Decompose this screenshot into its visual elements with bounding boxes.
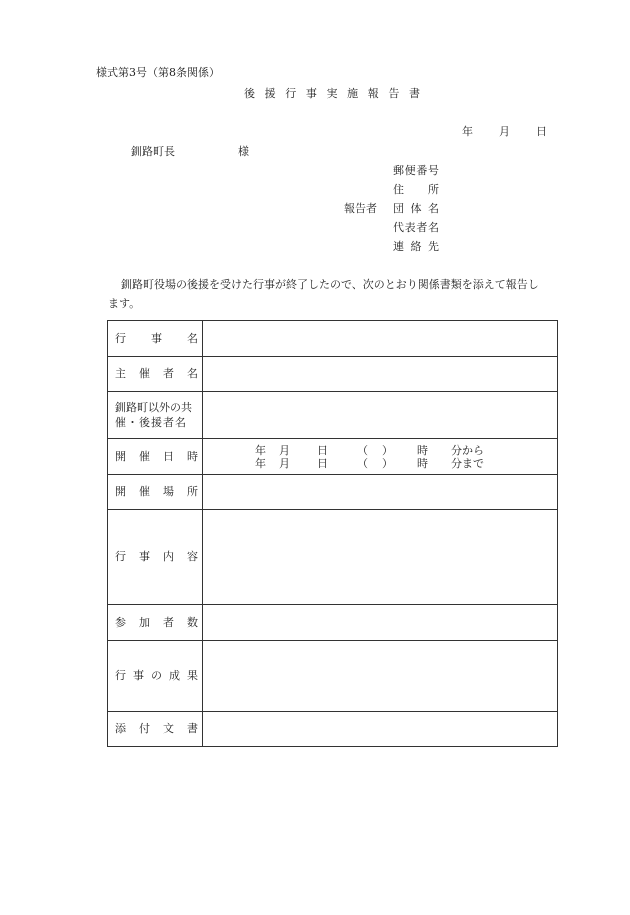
row-event-name bbox=[108, 321, 558, 357]
row-attachments bbox=[108, 712, 558, 747]
report-table bbox=[107, 320, 558, 747]
field-event-name[interactable] bbox=[203, 321, 558, 357]
label-attachments: 添 付 文 書 bbox=[108, 712, 203, 747]
row-event-content bbox=[108, 510, 558, 605]
label-cosponsors: 釧路町以外の共 催・後援者名 bbox=[108, 392, 203, 439]
form-number: 様式第3号（第8条関係） bbox=[96, 66, 220, 79]
datetime-start-line: 年 月 日 （） 時 分から bbox=[255, 443, 484, 457]
label-venue: 開 催 場 所 bbox=[108, 475, 203, 510]
addressee-name: 釧路町長 bbox=[131, 145, 175, 158]
field-organizer[interactable] bbox=[203, 357, 558, 392]
row-datetime bbox=[108, 439, 558, 475]
addressee-honorific: 様 bbox=[238, 145, 249, 158]
body-text-line1: 釧路町役場の後援を受けた行事が終了したので、次のとおり関係書類を添えて報告し bbox=[121, 278, 539, 291]
row-participants bbox=[108, 605, 558, 641]
document-title: 後 援 行 事 実 施 報 告 書 bbox=[244, 87, 420, 100]
label-event-content: 行 事 内 容 bbox=[108, 510, 203, 605]
body-text-line2: ます。 bbox=[108, 297, 141, 310]
field-venue[interactable] bbox=[203, 475, 558, 510]
label-event-name: 行 事 名 bbox=[108, 321, 203, 357]
date-year: 年 bbox=[462, 125, 473, 138]
reporter-field-address: 住 所 bbox=[393, 183, 439, 196]
reporter-field-postal: 郵 便 番 号 bbox=[393, 164, 439, 177]
reporter-field-contact: 連 絡 先 bbox=[393, 240, 439, 253]
field-cosponsors[interactable] bbox=[203, 392, 558, 439]
reporter-label: 報告者 bbox=[344, 202, 377, 215]
row-cosponsors bbox=[108, 392, 558, 439]
date-month: 月 bbox=[499, 125, 510, 138]
field-attachments[interactable] bbox=[203, 712, 558, 747]
field-event-content[interactable] bbox=[203, 510, 558, 605]
label-organizer: 主 催 者 名 bbox=[108, 357, 203, 392]
field-participants[interactable] bbox=[203, 605, 558, 641]
label-participants: 参 加 者 数 bbox=[108, 605, 203, 641]
row-organizer bbox=[108, 357, 558, 392]
reporter-field-organization: 団 体 名 bbox=[393, 202, 439, 215]
date-day: 日 bbox=[536, 125, 547, 138]
datetime-end-line: 年 月 日 （） 時 分まで bbox=[255, 456, 484, 470]
label-datetime: 開 催 日 時 bbox=[108, 439, 203, 475]
row-venue bbox=[108, 475, 558, 510]
field-event-results[interactable] bbox=[203, 641, 558, 712]
label-event-results: 行 事 の 成 果 bbox=[108, 641, 203, 712]
reporter-field-representative: 代 表 者 名 bbox=[393, 221, 439, 234]
row-event-results bbox=[108, 641, 558, 712]
field-datetime[interactable] bbox=[203, 439, 558, 475]
